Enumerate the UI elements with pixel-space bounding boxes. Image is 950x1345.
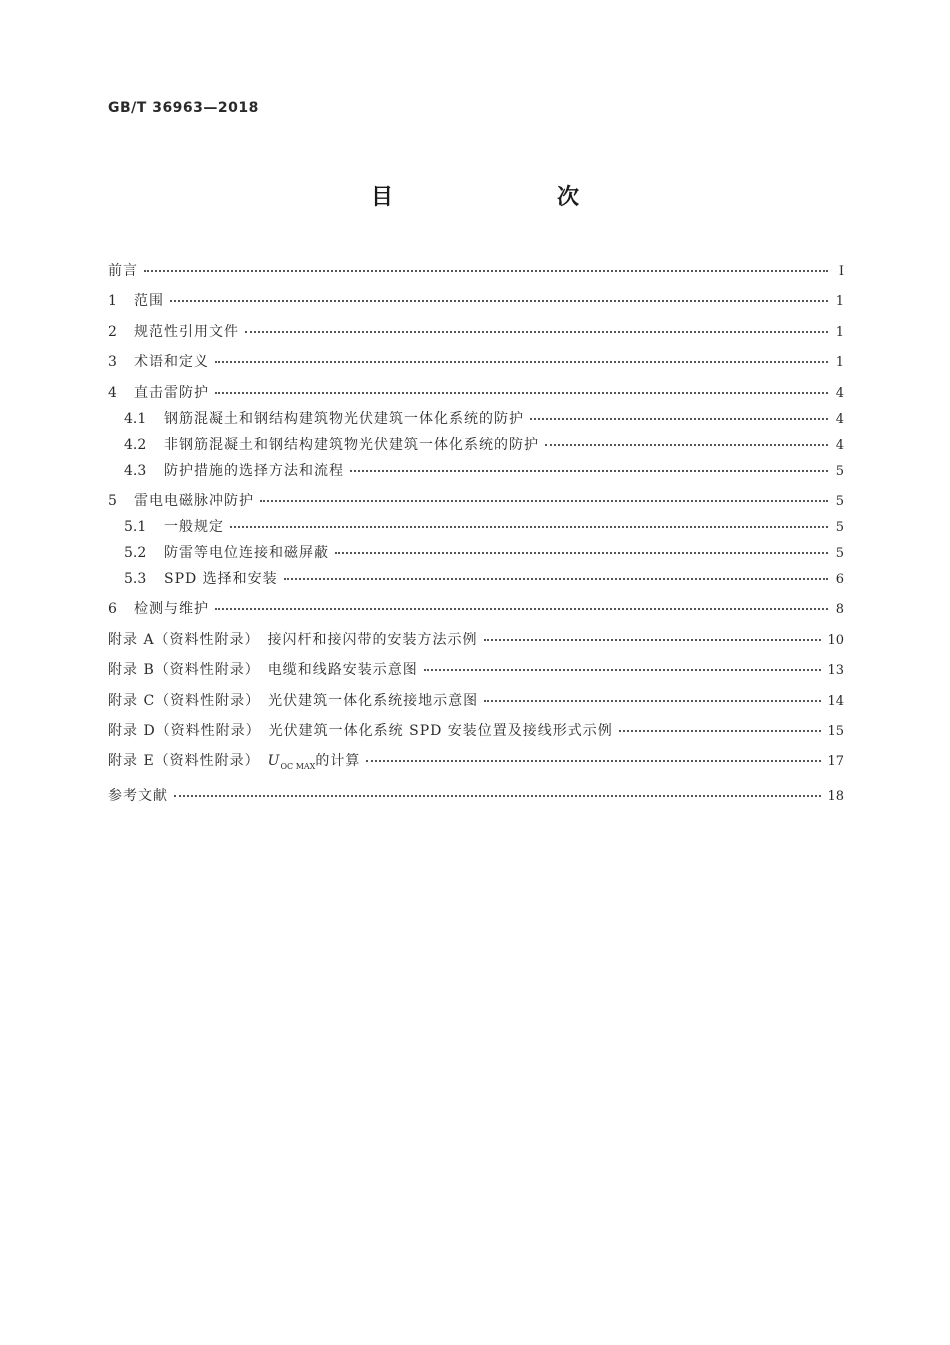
dot-leader [335, 552, 828, 554]
dot-leader [350, 470, 828, 472]
dot-leader [230, 526, 828, 528]
toc-entry-number: 5.2 [124, 544, 147, 561]
toc-entry-page: 1 [835, 294, 844, 310]
toc-entry-label: 参考文献 [108, 788, 168, 805]
toc-entry-label: 防护措施的选择方法和流程 [164, 462, 344, 479]
dot-leader [545, 444, 828, 446]
toc-entry-label: 附录 C（资料性附录） 光伏建筑一体化系统接地示意图 [108, 692, 479, 709]
toc-entry-label: 雷电电磁脉冲防护 [134, 492, 254, 509]
toc-entry-page: 15 [827, 723, 844, 739]
toc-entry-label: 术语和定义 [134, 354, 209, 371]
toc-entry-appendix-e[interactable] [108, 752, 844, 776]
dot-leader [174, 795, 821, 797]
dot-leader [484, 700, 821, 702]
toc-entry-5-1[interactable] [108, 518, 844, 537]
toc-entry-page: 4 [835, 385, 844, 401]
dot-leader [284, 578, 828, 580]
toc-entry-foreword[interactable] [108, 262, 844, 281]
toc-entry-label-suffix: 的计算 [315, 753, 361, 770]
toc-entry-2[interactable] [108, 323, 844, 342]
table-of-contents [108, 258, 844, 806]
toc-entry-references[interactable] [108, 787, 844, 806]
dot-leader [619, 730, 822, 732]
toc-entry-number: 4 [108, 384, 117, 401]
toc-entry-page: 1 [835, 355, 844, 371]
toc-entry-4-2[interactable] [108, 436, 844, 455]
toc-entry-page: 10 [827, 632, 844, 648]
dot-leader [170, 300, 828, 302]
dot-leader [215, 608, 828, 610]
dot-leader [366, 760, 821, 762]
toc-entry-number: 4.2 [124, 436, 147, 453]
toc-entry-5-3[interactable] [108, 570, 844, 589]
toc-entry-page: 18 [827, 789, 844, 805]
toc-entry-4[interactable] [108, 384, 844, 403]
toc-entry-label: 范围 [134, 293, 164, 310]
toc-entry-page: 14 [827, 693, 844, 709]
toc-entry-number: 5 [108, 492, 117, 509]
toc-entry-label: 非钢筋混凝土和钢结构建筑物光伏建筑一体化系统的防护 [164, 436, 539, 453]
dot-leader [215, 361, 828, 363]
toc-entry-page: 5 [835, 519, 844, 535]
dot-leader [530, 418, 828, 420]
toc-entry-label: 附录 B（资料性附录） 电缆和线路安装示意图 [108, 662, 418, 679]
toc-entry-number: 4.1 [124, 410, 147, 427]
toc-entry-3[interactable] [108, 353, 844, 372]
voltage-symbol: U [267, 753, 281, 770]
toc-entry-appendix-d[interactable] [108, 722, 844, 741]
toc-entry-page: 13 [827, 663, 844, 679]
toc-entry-number: 5.1 [124, 518, 147, 535]
toc-entry-1[interactable] [108, 292, 844, 311]
toc-entry-appendix-b[interactable] [108, 661, 844, 680]
standard-number-header: GB/T 36963—2018 [108, 100, 259, 116]
toc-entry-number: 1 [108, 293, 117, 310]
toc-entry-label: 附录 A（资料性附录） 接闪杆和接闪带的安装方法示例 [108, 631, 478, 648]
toc-entry-page: 4 [835, 411, 844, 427]
toc-entry-number: 4.3 [124, 462, 147, 479]
toc-entry-page: 5 [835, 545, 844, 561]
page-title: 目 次 [370, 185, 619, 210]
toc-entry-page: 5 [835, 463, 844, 479]
toc-entry-6[interactable] [108, 600, 844, 619]
toc-entry-page: Ⅰ [838, 264, 844, 279]
toc-entry-appendix-a[interactable] [108, 631, 844, 650]
toc-entry-label: 规范性引用文件 [134, 323, 239, 340]
toc-entry-label: 检测与维护 [134, 601, 209, 618]
toc-entry-5-2[interactable] [108, 544, 844, 563]
dot-leader [424, 669, 822, 671]
toc-entry-page: 4 [835, 437, 844, 453]
dot-leader [144, 270, 828, 272]
dot-leader [215, 392, 828, 394]
toc-entry-5[interactable] [108, 492, 844, 511]
voltage-subscript: OC MAX [280, 762, 316, 772]
toc-entry-number: 5.3 [124, 570, 147, 587]
toc-entry-appendix-c[interactable] [108, 692, 844, 711]
dot-leader [484, 639, 822, 641]
toc-entry-number: 2 [108, 323, 117, 340]
toc-entry-label: 前言 [108, 263, 138, 279]
toc-entry-number: 6 [108, 601, 117, 618]
toc-entry-page: 6 [835, 571, 844, 587]
toc-entry-page: 5 [835, 493, 844, 509]
toc-entry-label: SPD 选择和安装 [164, 570, 278, 587]
toc-entry-label: 钢筋混凝土和钢结构建筑物光伏建筑一体化系统的防护 [164, 410, 524, 427]
toc-entry-label: 附录 D（资料性附录） 光伏建筑一体化系统 SPD 安装位置及接线形式示例 [108, 722, 613, 739]
toc-entry-label [108, 752, 360, 776]
toc-entry-4-3[interactable] [108, 462, 844, 481]
toc-entry-label-prefix: 附录 E（资料性附录） [108, 753, 268, 770]
dot-leader [260, 500, 828, 502]
toc-entry-number: 3 [108, 354, 117, 371]
toc-entry-label: 一般规定 [164, 518, 224, 535]
toc-entry-label: 直击雷防护 [134, 384, 209, 401]
dot-leader [245, 331, 828, 333]
toc-entry-4-1[interactable] [108, 410, 844, 429]
toc-entry-label: 防雷等电位连接和磁屏蔽 [164, 544, 329, 561]
toc-entry-page: 8 [835, 602, 844, 618]
toc-entry-page: 1 [835, 324, 844, 340]
toc-entry-page: 17 [827, 754, 844, 770]
